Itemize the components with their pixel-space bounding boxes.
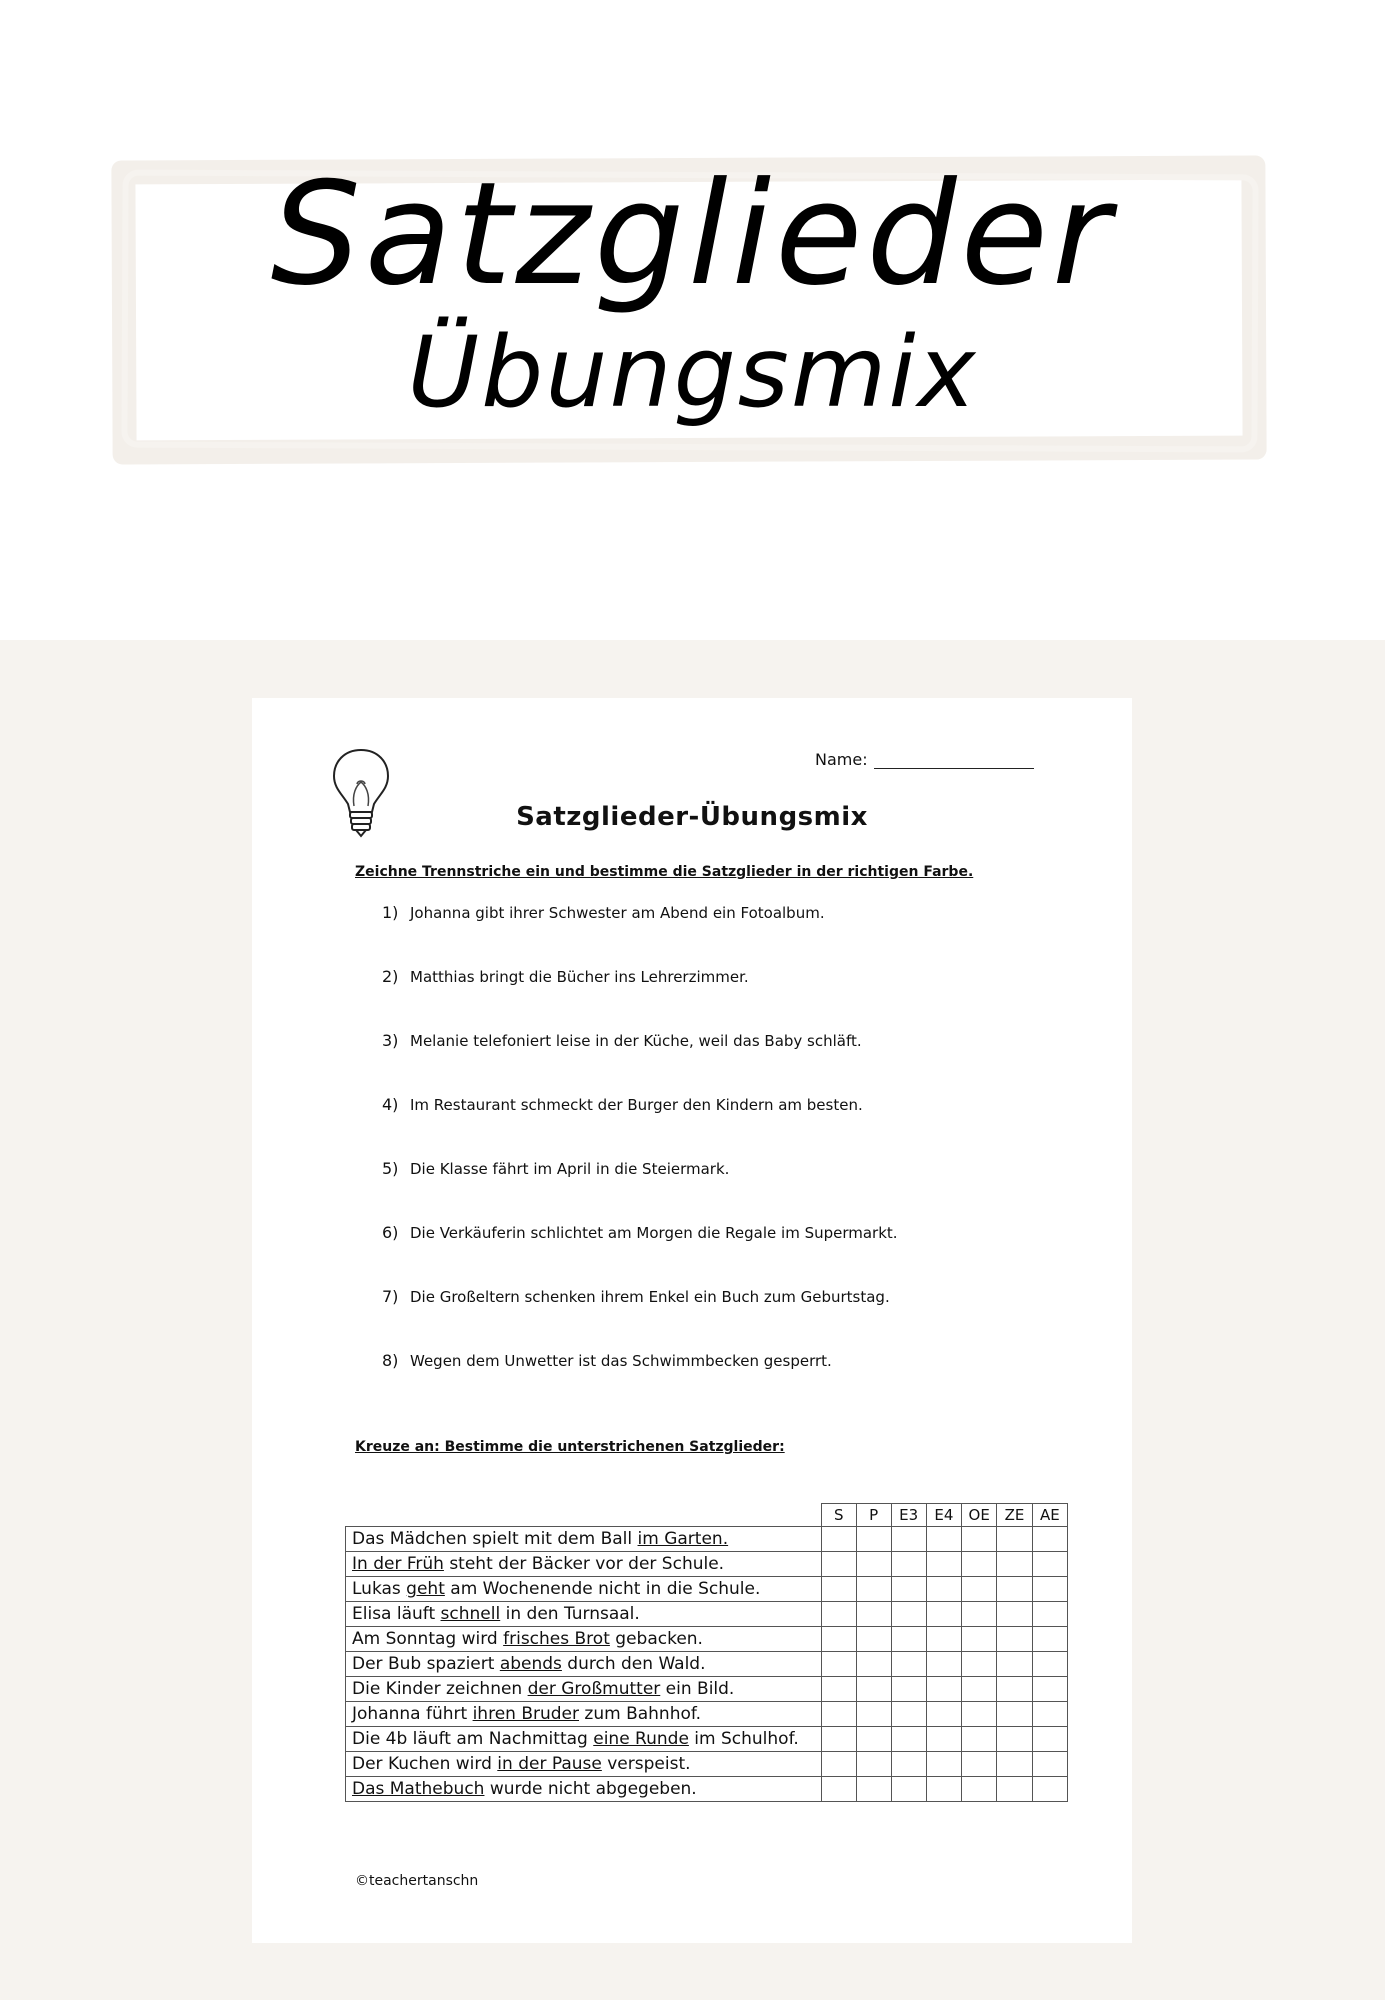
checkbox-cell[interactable] (856, 1627, 891, 1652)
name-label: Name: (815, 750, 868, 769)
checkbox-cell[interactable] (997, 1702, 1032, 1727)
checkbox-cell[interactable] (821, 1652, 856, 1677)
checkbox-cell[interactable] (856, 1677, 891, 1702)
exercise-number: 6) (382, 1223, 399, 1242)
sentence-part: wurde nicht abgegeben. (484, 1779, 697, 1799)
checkbox-cell[interactable] (997, 1577, 1032, 1602)
checkbox-cell[interactable] (997, 1727, 1032, 1752)
sentence-part: steht der Bäcker vor der Schule. (443, 1554, 725, 1574)
checkbox-cell[interactable] (962, 1527, 997, 1552)
underlined-part: schnell (440, 1604, 501, 1624)
checkbox-cell[interactable] (821, 1702, 856, 1727)
checkbox-cell[interactable] (821, 1552, 856, 1577)
sentence-part: in den Turnsaal. (500, 1604, 640, 1624)
table-row (346, 1727, 1068, 1752)
sentence-part: Der Kuchen wird (352, 1754, 498, 1774)
checkbox-cell[interactable] (821, 1527, 856, 1552)
table-header-blank (346, 1504, 822, 1527)
checkbox-cell[interactable] (926, 1752, 961, 1777)
name-line[interactable] (874, 754, 1034, 769)
table-row (346, 1577, 1068, 1602)
checkbox-cell[interactable] (856, 1752, 891, 1777)
underlined-part: In der Früh (352, 1554, 444, 1574)
checkbox-cell[interactable] (891, 1627, 926, 1652)
table-row (346, 1777, 1068, 1802)
checkbox-cell[interactable] (926, 1652, 961, 1677)
sentence-part: am Wochenende nicht in die Schule. (444, 1579, 761, 1599)
exercise-item (382, 1159, 729, 1178)
hero-subtitle: Übungsmix (407, 316, 978, 430)
sentence-part: verspeist. (601, 1754, 691, 1774)
exercise-number: 3) (382, 1031, 399, 1050)
copyright: ©teachertanschn (355, 1873, 479, 1889)
checkbox-cell[interactable] (1032, 1527, 1067, 1552)
checkbox-cell[interactable] (856, 1727, 891, 1752)
hero-title: Satzglieder (270, 152, 1115, 317)
checkbox-cell[interactable] (926, 1677, 961, 1702)
checkbox-cell[interactable] (926, 1552, 961, 1577)
checkbox-cell[interactable] (856, 1602, 891, 1627)
sentence-part: Das Mädchen spielt mit dem Ball (352, 1529, 638, 1549)
exercise-number: 1) (382, 903, 399, 922)
checkbox-cell[interactable] (891, 1602, 926, 1627)
checkbox-cell[interactable] (962, 1677, 997, 1702)
sentence-part: durch den Wald. (561, 1654, 706, 1674)
exercise-item (382, 1287, 890, 1306)
checkbox-cell[interactable] (821, 1752, 856, 1777)
checkbox-cell[interactable] (962, 1577, 997, 1602)
sentence-part: Die Kinder zeichnen (352, 1679, 528, 1699)
exercise-item (382, 903, 825, 922)
checkbox-cell[interactable] (997, 1752, 1032, 1777)
checkbox-cell[interactable] (997, 1652, 1032, 1677)
sentence-cell (346, 1627, 822, 1652)
exercise-number: 5) (382, 1159, 399, 1178)
exercise-item (382, 1223, 898, 1242)
checkbox-cell[interactable] (1032, 1727, 1067, 1752)
sentence-part: ein Bild. (660, 1679, 735, 1699)
checkbox-cell[interactable] (997, 1777, 1032, 1802)
table-header-cell: ZE (997, 1504, 1032, 1527)
table-row (346, 1702, 1068, 1727)
checkbox-cell[interactable] (962, 1552, 997, 1577)
checkbox-cell[interactable] (1032, 1752, 1067, 1777)
exercise-text: Die Klasse fährt im April in die Steiermark. (410, 1160, 730, 1178)
checkbox-cell[interactable] (962, 1777, 997, 1802)
underlined-part: frisches Brot (503, 1629, 610, 1649)
checkbox-cell[interactable] (1032, 1777, 1067, 1802)
checkbox-cell[interactable] (891, 1577, 926, 1602)
sentence-part: Elisa läuft (352, 1604, 441, 1624)
exercise-number: 7) (382, 1287, 399, 1306)
sentence-cell (346, 1577, 822, 1602)
exercise-text: Die Verkäuferin schlichtet am Morgen die Regale im Supermarkt. (410, 1224, 898, 1242)
checkbox-cell[interactable] (856, 1577, 891, 1602)
exercise-text: Melanie telefoniert leise in der Küche, weil das Baby schläft. (410, 1032, 862, 1050)
checkbox-cell[interactable] (891, 1652, 926, 1677)
checkbox-cell[interactable] (962, 1602, 997, 1627)
checkbox-cell[interactable] (856, 1652, 891, 1677)
sentence-cell (346, 1727, 822, 1752)
name-field (815, 750, 1034, 769)
table-row (346, 1527, 1068, 1552)
sentence-part: Am Sonntag wird (352, 1629, 504, 1649)
checkbox-cell[interactable] (856, 1777, 891, 1802)
checkbox-cell[interactable] (821, 1677, 856, 1702)
underlined-part: abends (499, 1654, 562, 1674)
table-row (346, 1677, 1068, 1702)
checkbox-cell[interactable] (891, 1527, 926, 1552)
checkbox-cell[interactable] (856, 1702, 891, 1727)
underlined-part: im Garten. (637, 1529, 729, 1549)
checkbox-cell[interactable] (1032, 1577, 1067, 1602)
checkbox-cell[interactable] (997, 1527, 1032, 1552)
checkbox-cell[interactable] (926, 1702, 961, 1727)
checkbox-cell[interactable] (856, 1552, 891, 1577)
sentence-cell (346, 1652, 822, 1677)
table-row (346, 1602, 1068, 1627)
checkbox-cell[interactable] (891, 1677, 926, 1702)
checkbox-cell[interactable] (926, 1602, 961, 1627)
sentence-part: zum Bahnhof. (579, 1704, 702, 1724)
checkbox-cell[interactable] (1032, 1602, 1067, 1627)
checkbox-cell[interactable] (926, 1777, 961, 1802)
sentence-part: Lukas (352, 1579, 407, 1599)
checkbox-cell[interactable] (821, 1727, 856, 1752)
checkbox-cell[interactable] (891, 1727, 926, 1752)
checkbox-cell[interactable] (997, 1602, 1032, 1627)
worksheet-title: Satzglieder-Übungsmix (516, 802, 868, 832)
classification-table (345, 1503, 1068, 1802)
checkbox-cell[interactable] (962, 1752, 997, 1777)
checkbox-cell[interactable] (926, 1627, 961, 1652)
exercise-number: 8) (382, 1351, 399, 1370)
table-header-cell: AE (1032, 1504, 1067, 1527)
checkbox-cell[interactable] (891, 1777, 926, 1802)
checkbox-cell[interactable] (1032, 1702, 1067, 1727)
checkbox-cell[interactable] (997, 1627, 1032, 1652)
table-row (346, 1552, 1068, 1577)
table-header-cell: S (821, 1504, 856, 1527)
checkbox-cell[interactable] (962, 1627, 997, 1652)
exercise-item (382, 1095, 863, 1114)
checkbox-cell[interactable] (962, 1652, 997, 1677)
sentence-part: gebacken. (609, 1629, 703, 1649)
checkbox-cell[interactable] (926, 1527, 961, 1552)
sentence-cell (346, 1702, 822, 1727)
underlined-part: ihren Bruder (472, 1704, 579, 1724)
checkbox-cell[interactable] (891, 1752, 926, 1777)
sentence-cell (346, 1527, 822, 1552)
instruction-1: Zeichne Trennstriche ein und bestimme die Satzglieder in der richtigen Farbe. (355, 864, 974, 880)
underlined-part: eine Runde (593, 1729, 689, 1749)
underlined-part: der Großmutter (527, 1679, 661, 1699)
underlined-part: Das Mathebuch (352, 1779, 485, 1799)
checkbox-cell[interactable] (821, 1627, 856, 1652)
sentence-cell (346, 1677, 822, 1702)
checkbox-cell[interactable] (1032, 1677, 1067, 1702)
table-header-cell: OE (962, 1504, 997, 1527)
table-header-cell: P (856, 1504, 891, 1527)
exercise-text: Matthias bringt die Bücher ins Lehrerzimmer. (410, 968, 749, 986)
table-row (346, 1627, 1068, 1652)
exercise-number: 4) (382, 1095, 399, 1114)
exercise-text: Im Restaurant schmeckt der Burger den Kindern am besten. (410, 1096, 863, 1114)
table-header-cell: E4 (926, 1504, 961, 1527)
worksheet (252, 698, 1132, 1943)
sentence-part: Der Bub spaziert (352, 1654, 500, 1674)
checkbox-cell[interactable] (997, 1552, 1032, 1577)
table-header-cell: E3 (891, 1504, 926, 1527)
sentence-cell (346, 1752, 822, 1777)
checkbox-cell[interactable] (821, 1777, 856, 1802)
table-row (346, 1652, 1068, 1677)
checkbox-cell[interactable] (926, 1727, 961, 1752)
underlined-part: in der Pause (497, 1754, 602, 1774)
table-header-row (346, 1504, 1068, 1527)
sentence-cell (346, 1777, 822, 1802)
sentence-part: Johanna führt (352, 1704, 473, 1724)
checkbox-cell[interactable] (962, 1702, 997, 1727)
exercise-text: Wegen dem Unwetter ist das Schwimmbecken gesperrt. (410, 1352, 832, 1370)
checkbox-cell[interactable] (926, 1577, 961, 1602)
exercise-text: Johanna gibt ihrer Schwester am Abend ein Fotoalbum. (410, 904, 825, 922)
sentence-part: Die 4b läuft am Nachmittag (352, 1729, 594, 1749)
checkbox-cell[interactable] (997, 1677, 1032, 1702)
table-row (346, 1752, 1068, 1777)
checkbox-cell[interactable] (1032, 1552, 1067, 1577)
sentence-cell (346, 1552, 822, 1577)
exercise-text: Die Großeltern schenken ihrem Enkel ein Buch zum Geburtstag. (410, 1288, 890, 1306)
checkbox-cell[interactable] (891, 1552, 926, 1577)
underlined-part: geht (406, 1579, 445, 1599)
checkbox-cell[interactable] (821, 1577, 856, 1602)
checkbox-cell[interactable] (856, 1527, 891, 1552)
exercise-item (382, 967, 749, 986)
exercise-item (382, 1351, 832, 1370)
exercise-number: 2) (382, 967, 399, 986)
checkbox-cell[interactable] (1032, 1627, 1067, 1652)
sentence-part: im Schulhof. (688, 1729, 799, 1749)
checkbox-cell[interactable] (1032, 1652, 1067, 1677)
checkbox-cell[interactable] (821, 1602, 856, 1627)
instruction-2: Kreuze an: Bestimme die unterstrichenen Satzglieder: (355, 1439, 785, 1455)
checkbox-cell[interactable] (962, 1727, 997, 1752)
exercise-item (382, 1031, 862, 1050)
checkbox-cell[interactable] (891, 1702, 926, 1727)
sentence-cell (346, 1602, 822, 1627)
